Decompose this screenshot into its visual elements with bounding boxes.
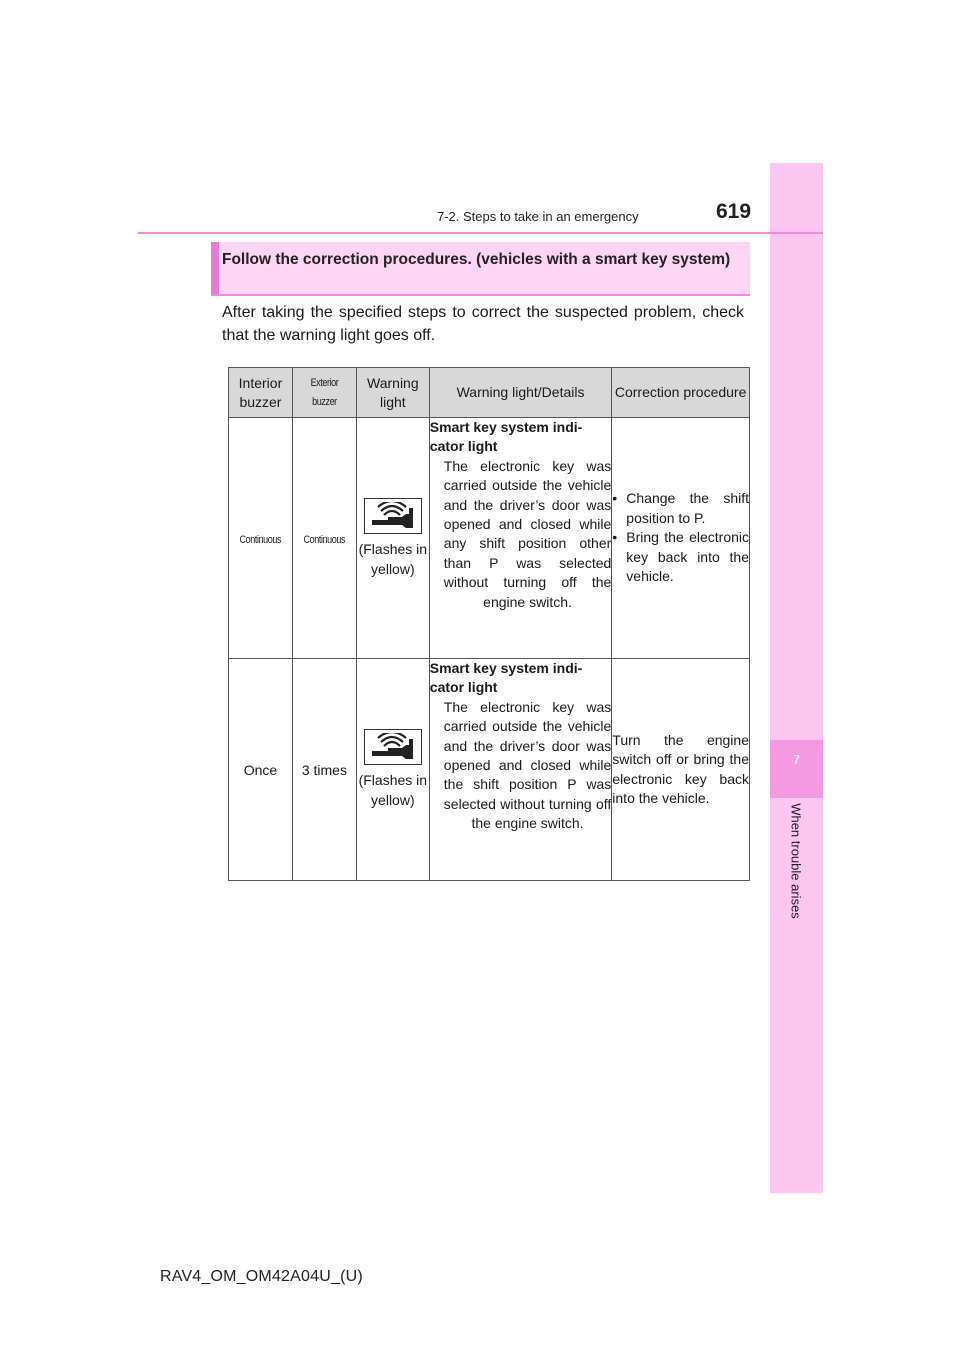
correction-cell bbox=[612, 418, 750, 659]
detail-body: The electronic key was carried outside the vehicle and the driver’s door was opened and closed while any shift position other than P was selected without turning off the engine switch. bbox=[443, 457, 612, 610]
warning-light-cell bbox=[356, 659, 429, 881]
list-item: • Bring the electronic key back into the vehicle. bbox=[612, 529, 749, 585]
chapter-number: 7 bbox=[792, 752, 801, 767]
header-warning-light: Warning light bbox=[356, 368, 429, 418]
document-code: RAV4_OM_OM42A04U_(U) bbox=[160, 1268, 363, 1285]
table-row bbox=[229, 418, 750, 659]
flash-note: (Flashes in yellow) bbox=[358, 540, 428, 577]
detail-body: The electronic key was carried outside the vehicle and the driver’s door was opened and closed while the shift position P was selected without turning off the engine switch. bbox=[443, 698, 612, 832]
details-cell bbox=[429, 659, 611, 881]
section-heading: Follow the correction procedures. (vehicles with a smart key system) bbox=[222, 251, 731, 268]
detail-title: Smart key system indi- cator light bbox=[429, 419, 583, 455]
chapter-tab bbox=[770, 740, 823, 798]
section-title: 7-2. Steps to take in an emergency bbox=[437, 209, 639, 224]
list-item: • Change the shift position to P. bbox=[612, 490, 749, 526]
page-number: 619 bbox=[716, 200, 752, 223]
header-correction: Correction procedure bbox=[612, 368, 750, 418]
header-interior-buzzer: Interior buzzer bbox=[229, 368, 293, 418]
correction-cell bbox=[612, 659, 750, 881]
chapter-title: When trouble arises bbox=[788, 803, 804, 919]
table-header-row bbox=[229, 368, 750, 418]
details-cell bbox=[429, 418, 611, 659]
warning-table bbox=[228, 367, 750, 881]
header-exterior-buzzer: Exterior buzzer bbox=[292, 368, 356, 418]
smart-key-indicator-icon bbox=[364, 498, 422, 534]
detail-title: Smart key system indi- cator light bbox=[429, 660, 583, 696]
flash-note: (Flashes in yellow) bbox=[358, 772, 428, 808]
chapter-sidebar bbox=[770, 163, 823, 1193]
table-row bbox=[229, 659, 750, 881]
header-divider bbox=[138, 232, 823, 234]
interior-buzzer-cell: Continuous bbox=[229, 418, 293, 659]
exterior-buzzer-cell: 3 times bbox=[292, 659, 356, 881]
intro-paragraph: After taking the specified steps to correct the suspected problem, check that the warning light goes off. bbox=[222, 304, 744, 344]
correction-text: Turn the engine switch off or bring the electronic key back into the vehicle. bbox=[612, 731, 749, 806]
smart-key-indicator-icon bbox=[364, 729, 422, 765]
warning-light-cell bbox=[356, 418, 429, 659]
header-details: Warning light/Details bbox=[429, 368, 611, 418]
exterior-buzzer-cell: Continuous bbox=[292, 418, 356, 659]
interior-buzzer-cell: Once bbox=[229, 659, 293, 881]
